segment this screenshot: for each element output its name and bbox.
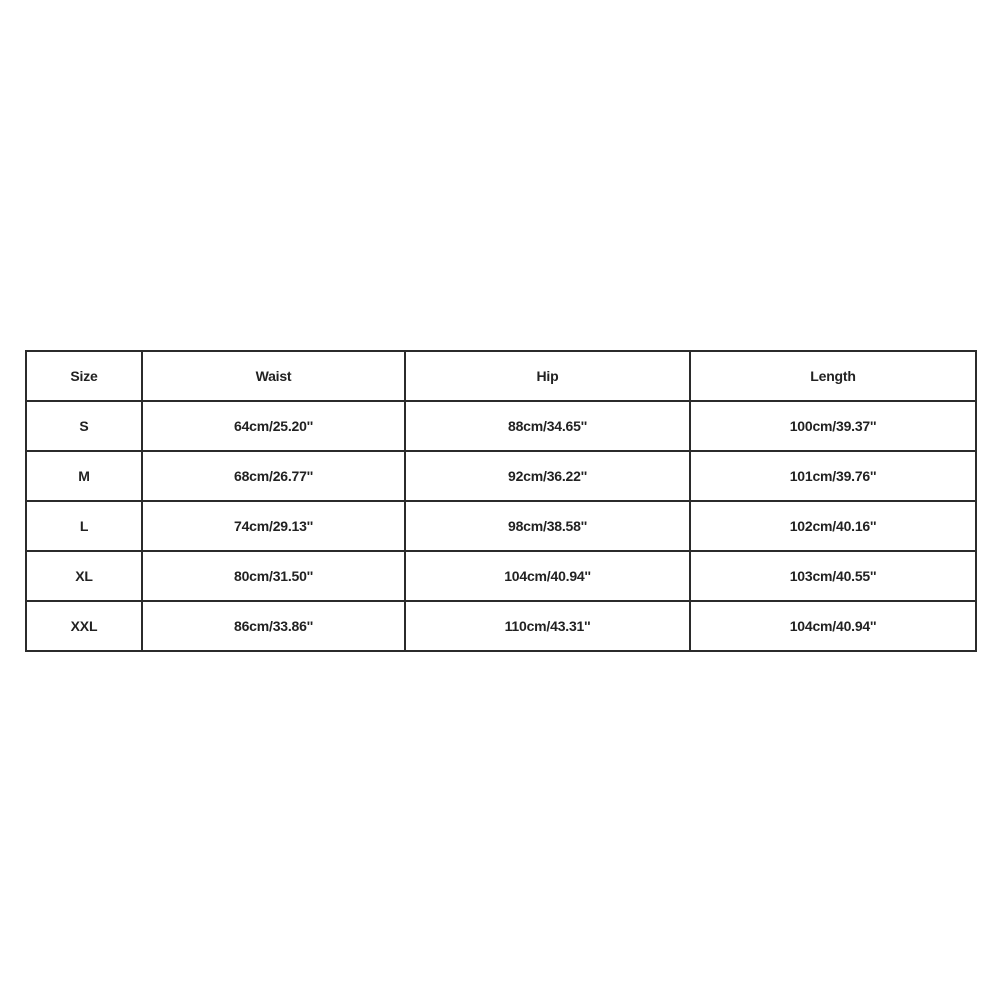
- size-cell: L: [26, 501, 142, 551]
- waist-cell: 74cm/29.13'': [142, 501, 405, 551]
- table-row: [26, 501, 976, 551]
- waist-cell: 64cm/25.20'': [142, 401, 405, 451]
- length-cell: 100cm/39.37'': [690, 401, 976, 451]
- table-header-row: [26, 351, 976, 401]
- size-chart-table: [25, 350, 977, 652]
- hip-cell: 92cm/36.22'': [405, 451, 690, 501]
- hip-cell: 110cm/43.31'': [405, 601, 690, 651]
- table-row: [26, 401, 976, 451]
- waist-cell: 86cm/33.86'': [142, 601, 405, 651]
- hip-cell: 104cm/40.94'': [405, 551, 690, 601]
- size-cell: M: [26, 451, 142, 501]
- header-waist: Waist: [142, 351, 405, 401]
- table-row: [26, 551, 976, 601]
- length-cell: 103cm/40.55'': [690, 551, 976, 601]
- size-cell: XXL: [26, 601, 142, 651]
- table-row: [26, 601, 976, 651]
- length-cell: 101cm/39.76'': [690, 451, 976, 501]
- waist-cell: 80cm/31.50'': [142, 551, 405, 601]
- header-size: Size: [26, 351, 142, 401]
- hip-cell: 88cm/34.65'': [405, 401, 690, 451]
- size-cell: XL: [26, 551, 142, 601]
- length-cell: 102cm/40.16'': [690, 501, 976, 551]
- table-row: [26, 451, 976, 501]
- length-cell: 104cm/40.94'': [690, 601, 976, 651]
- size-cell: S: [26, 401, 142, 451]
- header-length: Length: [690, 351, 976, 401]
- waist-cell: 68cm/26.77'': [142, 451, 405, 501]
- header-hip: Hip: [405, 351, 690, 401]
- hip-cell: 98cm/38.58'': [405, 501, 690, 551]
